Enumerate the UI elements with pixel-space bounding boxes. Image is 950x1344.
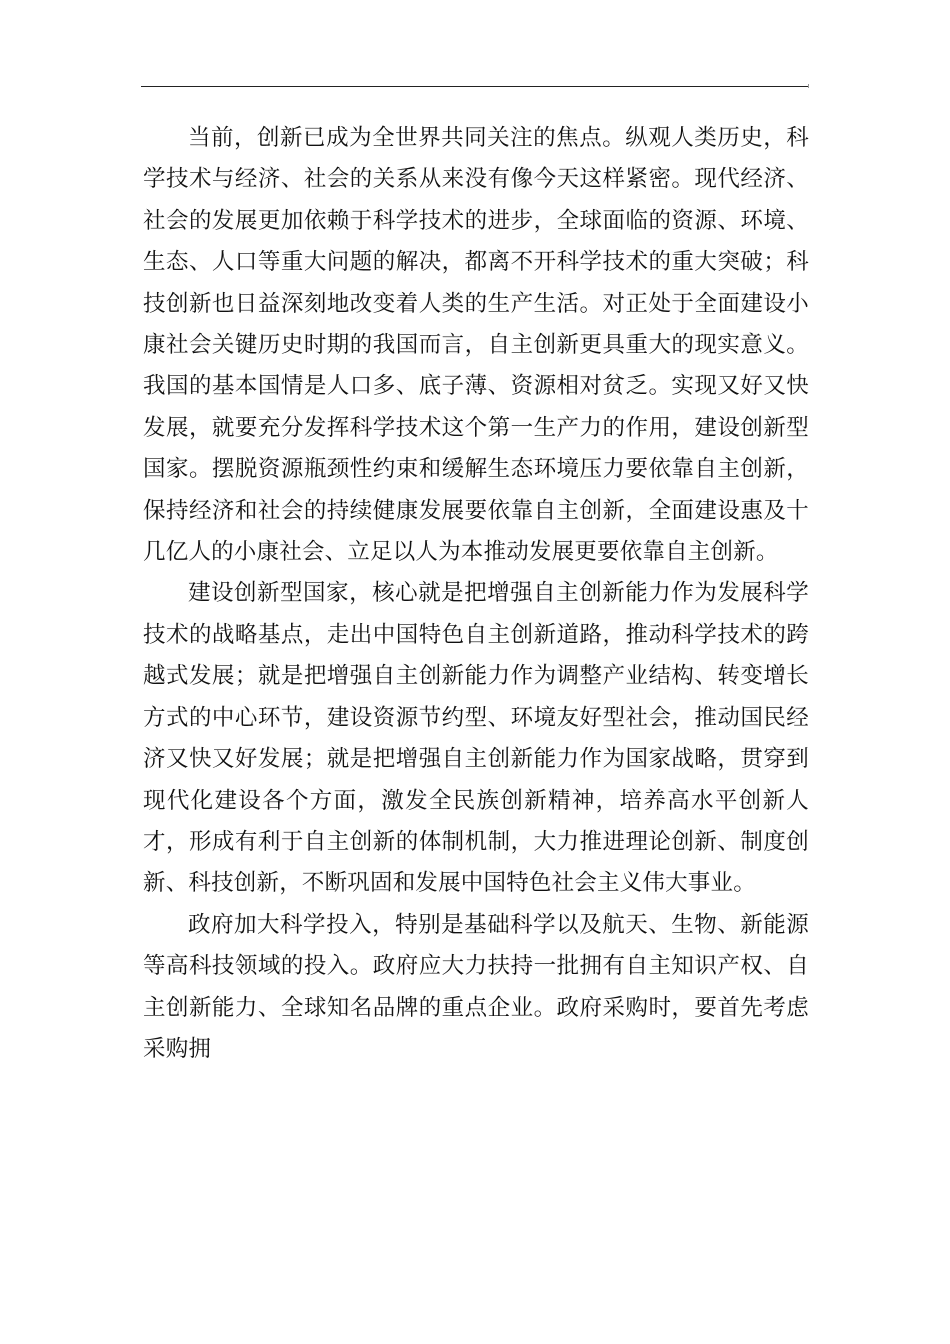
paragraph-3: 政府加大科学投入，特别是基础科学以及航天、生物、新能源等高科技领域的投入。政府应大力扶持一批拥有自主知识产权、自主创新能力、全球知名品牌的重点企业。政府采购时，要首先考虑采购拥	[143, 911, 809, 1062]
paragraph-1: 当前，创新已成为全世界共同关注的焦点。纵观人类历史，科学技术与经济、社会的关系从来没有像今天这样紧密。现代经济、社会的发展更加依赖于科学技术的进步，全球面临的资源、环境、生态、人口等重大问题的解决，都离不开科学技术的重大突破；科技创新也日益深刻地改变着人类的生产生活。对正处于全面建设小康社会关键历史时期的我国而言，自主创新更具重大的现实意义。我国的基本国情是人口多、底子薄、资源相对贫乏。实现又好又快发展，就要充分发挥科学技术这个第一生产力的作用，建设创新型国家。摆脱资源瓶颈性约束和缓解生态环境压力要依靠自主创新，保持经济和社会的持续健康发展要依靠自主创新，全面建设惠及十几亿人的小康社会、立足以人为本推动发展更要依靠自主创新。	[143, 125, 809, 566]
header-rule-end-mark	[808, 84, 809, 88]
paragraph-2: 建设创新型国家，核心就是把增强自主创新能力作为发展科学技术的战略基点，走出中国特色自主创新道路，推动科学技术的跨越式发展；就是把增强自主创新能力作为调整产业结构、转变增长方式的中心环节，建设资源节约型、环境友好型社会，推动国民经济又快又好发展；就是把增强自主创新能力作为国家战略，贯穿到现代化建设各个方面，激发全民族创新精神，培养高水平创新人才，形成有利于自主创新的体制机制，大力推进理论创新、制度创新、科技创新，不断巩固和发展中国特色社会主义伟大事业。	[143, 580, 809, 897]
header-rule	[141, 86, 809, 87]
document-body	[143, 118, 809, 1070]
